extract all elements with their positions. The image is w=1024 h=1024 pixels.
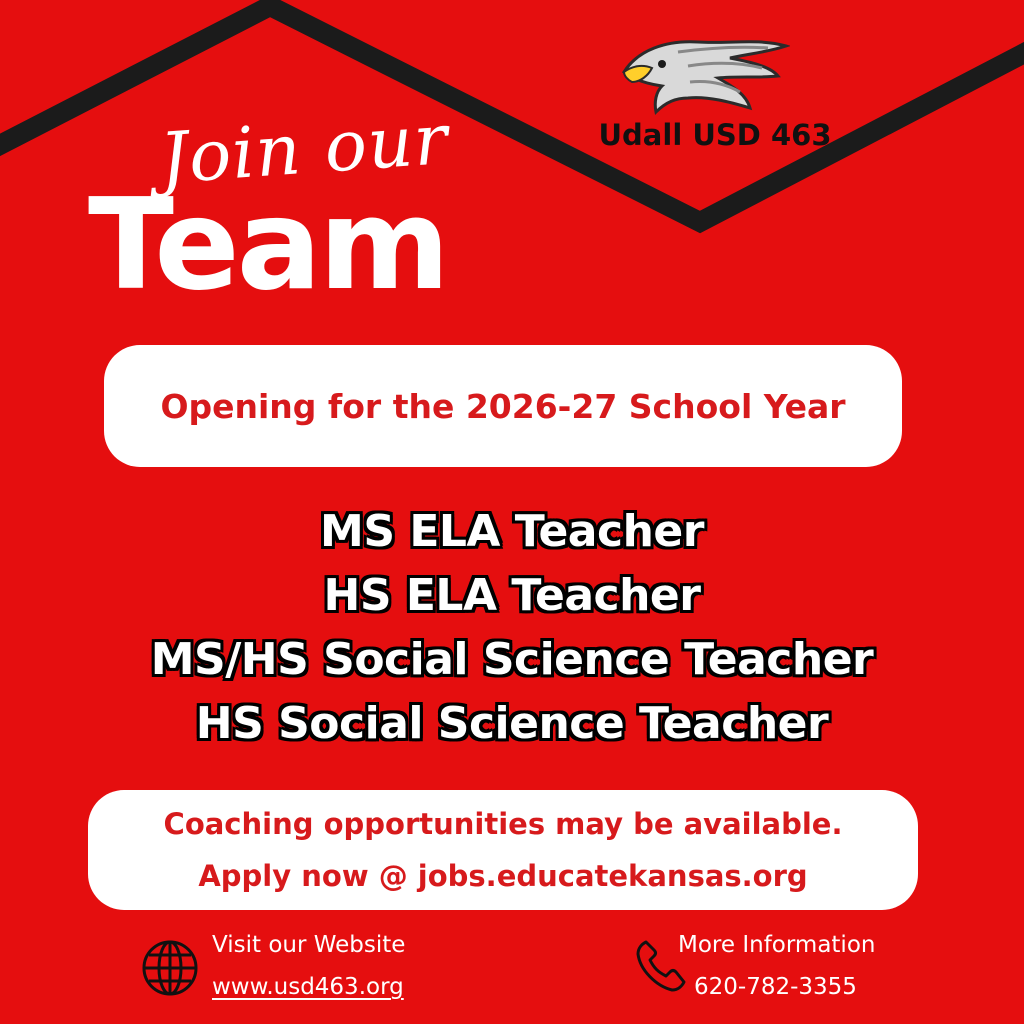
globe-icon — [140, 938, 200, 998]
position-item: MS/HS Social Science Teacher — [150, 634, 874, 685]
join-our-script-heading: Join our — [157, 97, 451, 200]
position-item: MS ELA Teacher — [320, 506, 704, 557]
team-heading: Team — [88, 171, 447, 318]
position-item: HS Social Science Teacher — [195, 698, 829, 749]
position-item: HS ELA Teacher — [323, 570, 701, 621]
website-contact — [140, 928, 460, 1008]
district-name: Udall USD 463 — [598, 118, 832, 152]
website-link[interactable]: www.usd463.org — [212, 974, 404, 1000]
coaching-note: Coaching opportunities may be available. — [163, 807, 843, 841]
positions-list — [0, 500, 1024, 756]
website-label: Visit our Website — [212, 932, 406, 958]
apply-note: Apply now @ jobs.educatekansas.org — [198, 859, 808, 893]
opening-banner-text: Opening for the 2026-27 School Year — [160, 386, 846, 426]
phone-contact — [632, 928, 922, 1008]
info-banner — [88, 790, 918, 910]
more-info-label: More Information — [678, 932, 876, 958]
phone-number[interactable]: 620-782-3355 — [694, 974, 857, 1000]
opening-banner — [104, 345, 902, 467]
eagle-head-icon — [618, 32, 790, 116]
